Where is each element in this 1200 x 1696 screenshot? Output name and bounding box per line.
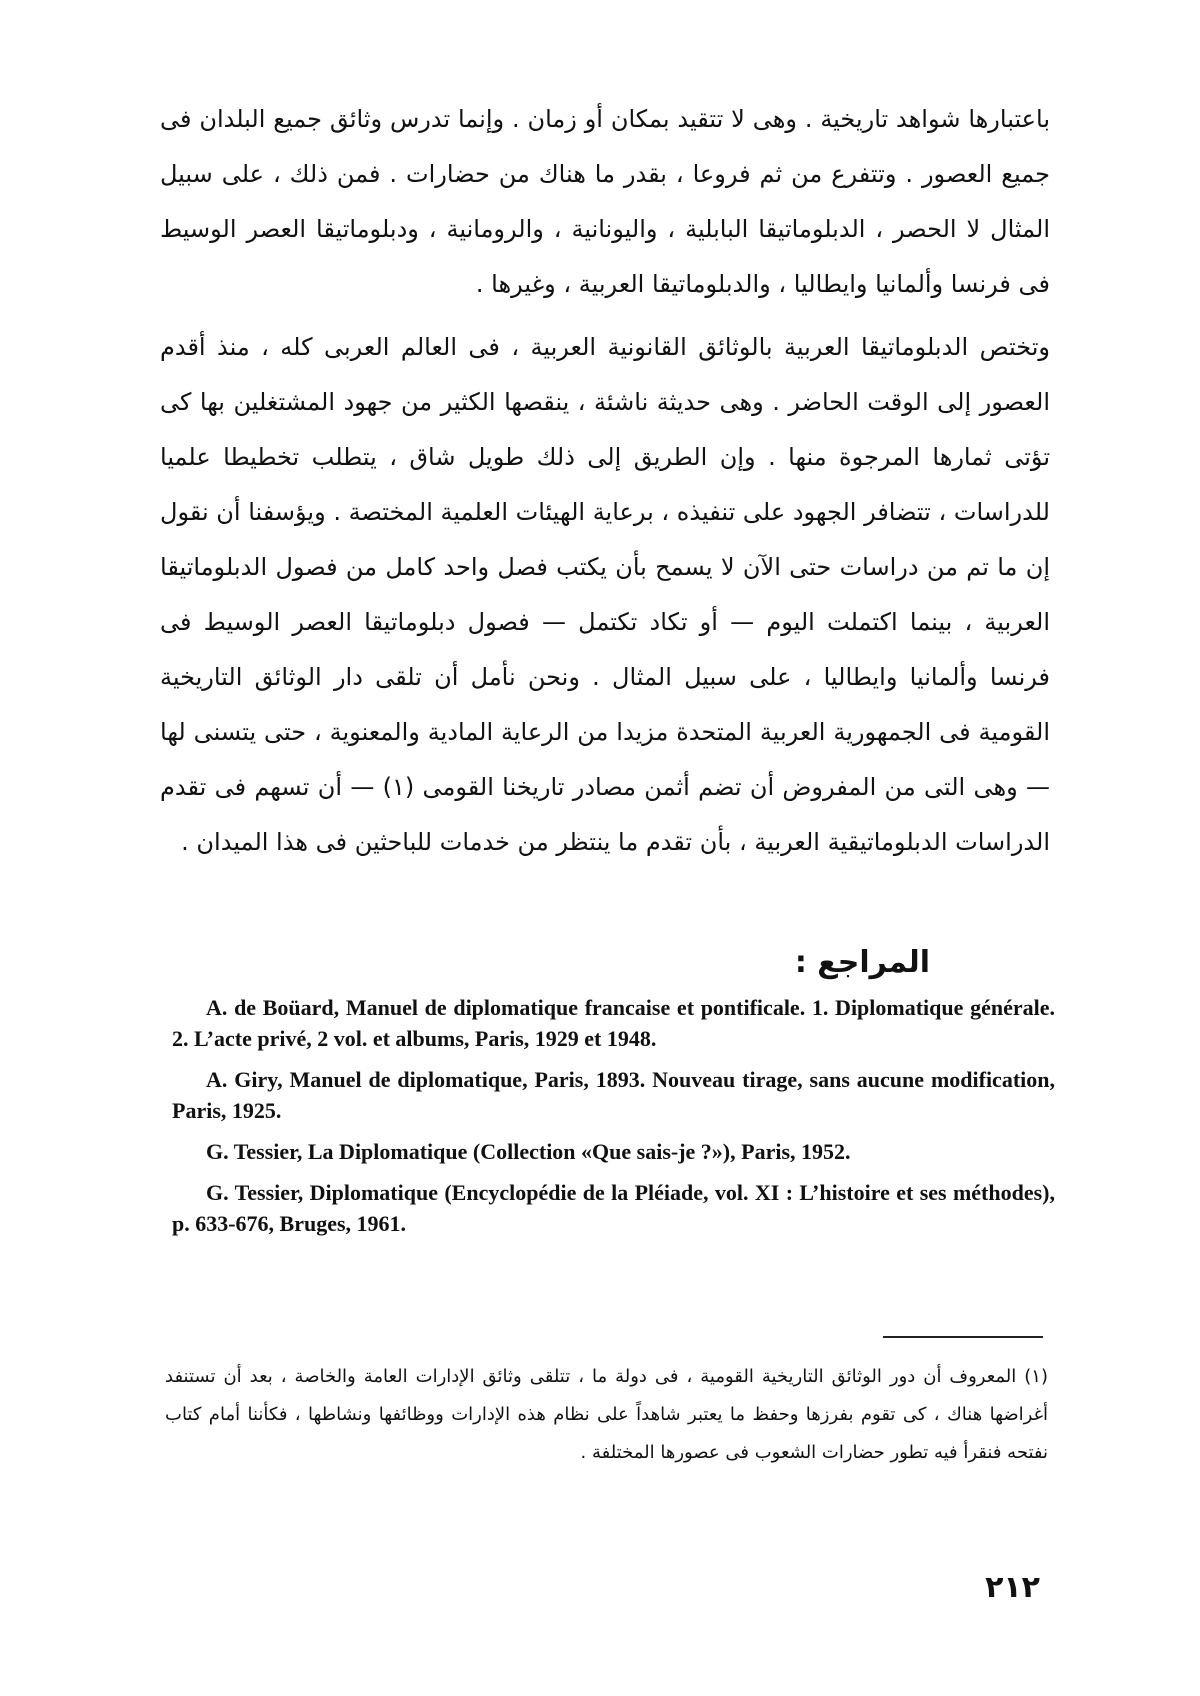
footnote-text: (١) المعروف أن دور الوثائق التاريخية القومية ، فى دولة ما ، تتلقى وثائق الإدارات العامة والخاصة ، بعد أن تستنفد أغراضها هناك ، كى تقوم بفرزها وحفظ ما يعتبر شاهداً على نظام هذه الإدارات ووظائفها ونشاطها ، فكأننا أمام كتاب نفتحه فنقرأ فيه تطور حضارات الشعوب فى عصورها المختلفة .: [165, 1366, 1048, 1463]
page-number: ٢١٢: [985, 1570, 1040, 1605]
references-list: [172, 992, 1055, 1249]
arabic-body-text: [160, 92, 1050, 870]
reference-item: A. Giry, Manuel de diplomatique, Paris, 1893. Nouveau tirage, sans aucune modification, Paris, 1925.: [172, 1067, 1055, 1123]
footnote-divider: [883, 1336, 1043, 1338]
reference-item: G. Tessier, La Diplomatique (Collection «Que sais-je ?»), Paris, 1952.: [206, 1139, 851, 1164]
references-heading: المراجع :: [794, 945, 930, 980]
footnote: [165, 1358, 1048, 1472]
body-paragraph-1: باعتبارها شواهد تاريخية . وهى لا تتقيد بمكان أو زمان . وإنما تدرس وثائق جميع البلدان فى جميع العصور . وتتفرع من ثم فروعا ، بقدر ما هناك من حضارات . فمن ذلك ، على سبيل المثال لا الحصر ، الدبلوماتيقا البابلية ، واليونانية ، والرومانية ، ودبلوماتيقا العصر الوسيط فى فرنسا وألمانيا وايطاليا ، والدبلوماتيقا العربية ، وغيرها .: [160, 105, 1050, 298]
body-paragraph-2: وتختص الدبلوماتيقا العربية بالوثائق القانونية العربية ، فى العالم العربى كله ، منذ أقدم العصور إلى الوقت الحاضر . وهى حديثة ناشئة ، ينقصها الكثير من جهود المشتغلين بها كى تؤتى ثمارها المرجوة منها . وإن الطريق إلى ذلك طويل شاق ، يتطلب تخطيطا علميا للدراسات ، تتضافر الجهود على تنفيذه ، برعاية الهيئات العلمية المختصة . ويؤسفنا أن نقول إن ما تم من دراسات حتى الآن لا يسمح بأن يكتب فصل واحد كامل من فصول الدبلوماتيقا العربية ، بينما اكتملت اليوم — أو تكاد تكتمل — فصول دبلوماتيقا العصر الوسيط فى فرنسا وألمانيا وايطاليا ، على سبيل المثال . ونحن نأمل أن تلقى دار الوثائق التاريخية القومية فى الجمهورية العربية المتحدة مزيدا من الرعاية المادية والمعنوية ، حتى يتسنى لها — وهى التى من المفروض أن تضم أثمن مصادر تاريخنا القومى (١) — أن تسهم فى تقدم الدراسات الدبلوماتيقية العربية ، بأن تقدم ما ينتظر من خدمات للباحثين فى هذا الميدان .: [160, 333, 1050, 856]
reference-item: G. Tessier, Diplomatique (Encyclopédie de la Pléiade, vol. XI : L’histoire et ses méthodes), p. 633-676, Bruges, 1961.: [172, 1180, 1055, 1236]
reference-item: A. de Boüard, Manuel de diplomatique francaise et pontificale. 1. Diplomatique générale. 2. L’acte privé, 2 vol. et albums, Paris, 1929 et 1948.: [172, 995, 1055, 1051]
